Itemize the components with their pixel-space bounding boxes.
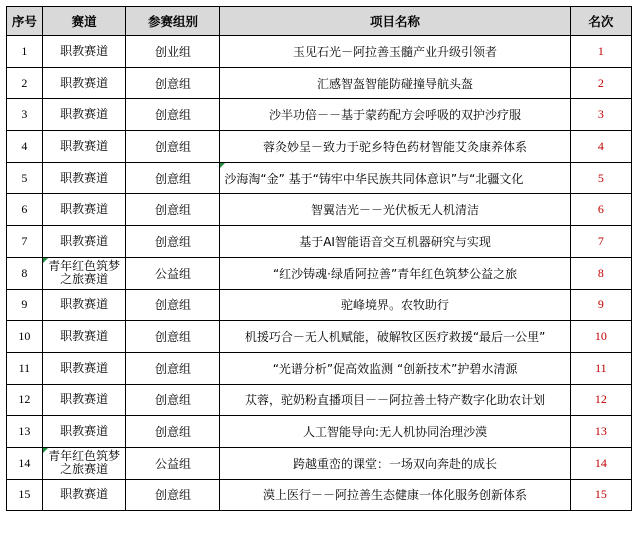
cell-project-name[interactable]: 苁蓉，驼奶粉直播项目－－阿拉善土特产数字化助农计划 xyxy=(220,384,570,416)
cell-rank[interactable]: 6 xyxy=(570,194,631,226)
cell-track[interactable]: 职教赛道 xyxy=(42,67,126,99)
cell-group[interactable]: 创意组 xyxy=(126,352,220,384)
header-track[interactable]: 赛道 xyxy=(42,7,126,36)
cell-track[interactable]: 职教赛道 xyxy=(42,99,126,131)
cell-group[interactable]: 创意组 xyxy=(126,384,220,416)
table-row xyxy=(7,226,632,258)
cell-track[interactable]: 青年红色筑梦之旅赛道 xyxy=(42,447,126,479)
cell-rank[interactable]: 1 xyxy=(570,36,631,68)
cell-track[interactable]: 职教赛道 xyxy=(42,384,126,416)
cell-rank[interactable]: 4 xyxy=(570,131,631,163)
table-row xyxy=(7,447,632,479)
header-no[interactable]: 序号 xyxy=(7,7,43,36)
cell-no[interactable]: 11 xyxy=(7,352,43,384)
table-row xyxy=(7,67,632,99)
header-rank[interactable]: 名次 xyxy=(570,7,631,36)
cell-group[interactable]: 创意组 xyxy=(126,479,220,511)
cell-no[interactable]: 4 xyxy=(7,131,43,163)
cell-project-name[interactable]: “红沙铸魂·绿盾阿拉善”青年红色筑梦公益之旅 xyxy=(220,257,570,289)
table-row xyxy=(7,194,632,226)
cell-rank[interactable]: 10 xyxy=(570,321,631,353)
cell-group[interactable]: 创意组 xyxy=(126,99,220,131)
cell-track[interactable]: 职教赛道 xyxy=(42,416,126,448)
cell-rank[interactable]: 12 xyxy=(570,384,631,416)
table-row xyxy=(7,384,632,416)
cell-group[interactable]: 创意组 xyxy=(126,162,220,194)
cell-no[interactable]: 6 xyxy=(7,194,43,226)
cell-track[interactable]: 职教赛道 xyxy=(42,289,126,321)
cell-rank[interactable]: 2 xyxy=(570,67,631,99)
table-row xyxy=(7,479,632,511)
cell-project-name[interactable]: 驼峰境界。农牧助行 xyxy=(220,289,570,321)
cell-no[interactable]: 10 xyxy=(7,321,43,353)
cell-project-name[interactable]: 机援巧合－无人机赋能，破解牧区医疗救援“最后一公里” xyxy=(220,321,570,353)
cell-track[interactable]: 职教赛道 xyxy=(42,131,126,163)
table-row xyxy=(7,321,632,353)
table-row xyxy=(7,162,632,194)
cell-project-name[interactable]: 漠上医行－－阿拉善生态健康一体化服务创新体系 xyxy=(220,479,570,511)
cell-no[interactable]: 1 xyxy=(7,36,43,68)
cell-group[interactable]: 创意组 xyxy=(126,416,220,448)
cell-no[interactable]: 5 xyxy=(7,162,43,194)
table-row xyxy=(7,99,632,131)
cell-track[interactable]: 职教赛道 xyxy=(42,321,126,353)
cell-group[interactable]: 创意组 xyxy=(126,67,220,99)
cell-no[interactable]: 8 xyxy=(7,257,43,289)
results-table xyxy=(6,6,632,511)
table-row xyxy=(7,36,632,68)
cell-track[interactable]: 职教赛道 xyxy=(42,352,126,384)
table-row xyxy=(7,416,632,448)
cell-no[interactable]: 12 xyxy=(7,384,43,416)
cell-rank[interactable]: 11 xyxy=(570,352,631,384)
cell-group[interactable]: 创意组 xyxy=(126,289,220,321)
cell-project-name[interactable]: 玉见石光－阿拉善玉髓产业升级引领者 xyxy=(220,36,570,68)
cell-group[interactable]: 创意组 xyxy=(126,131,220,163)
cell-project-name[interactable]: 跨越重峦的课堂：一场双向奔赴的成长 xyxy=(220,447,570,479)
cell-track[interactable]: 职教赛道 xyxy=(42,226,126,258)
cell-no[interactable]: 15 xyxy=(7,479,43,511)
cell-project-name[interactable]: “光谱分析”促高效监测 “创新技术”护碧水清源 xyxy=(220,352,570,384)
cell-rank[interactable]: 14 xyxy=(570,447,631,479)
cell-project-name[interactable]: 人工智能导向:无人机协同治理沙漠 xyxy=(220,416,570,448)
cell-project-name[interactable]: 沙海淘“金” 基于“铸牢中华民族共同体意识”与“北疆文化 xyxy=(220,162,570,194)
cell-rank[interactable]: 3 xyxy=(570,99,631,131)
cell-track[interactable]: 职教赛道 xyxy=(42,36,126,68)
table-row xyxy=(7,131,632,163)
table-row xyxy=(7,257,632,289)
header-name[interactable]: 项目名称 xyxy=(220,7,570,36)
header-group[interactable]: 参赛组别 xyxy=(126,7,220,36)
cell-group[interactable]: 公益组 xyxy=(126,257,220,289)
cell-project-name[interactable]: 基于AI智能语音交互机器研究与实现 xyxy=(220,226,570,258)
table-row xyxy=(7,352,632,384)
cell-rank[interactable]: 8 xyxy=(570,257,631,289)
header-row xyxy=(7,7,632,36)
cell-rank[interactable]: 5 xyxy=(570,162,631,194)
cell-no[interactable]: 3 xyxy=(7,99,43,131)
cell-group[interactable]: 创意组 xyxy=(126,321,220,353)
cell-project-name[interactable]: 智翼洁光－－光伏板无人机清洁 xyxy=(220,194,570,226)
cell-rank[interactable]: 9 xyxy=(570,289,631,321)
cell-group[interactable]: 公益组 xyxy=(126,447,220,479)
cell-group[interactable]: 创意组 xyxy=(126,194,220,226)
cell-group[interactable]: 创业组 xyxy=(126,36,220,68)
cell-no[interactable]: 14 xyxy=(7,447,43,479)
cell-no[interactable]: 13 xyxy=(7,416,43,448)
cell-no[interactable]: 2 xyxy=(7,67,43,99)
cell-group[interactable]: 创意组 xyxy=(126,226,220,258)
cell-no[interactable]: 7 xyxy=(7,226,43,258)
cell-project-name[interactable]: 汇感智盔智能防碰撞导航头盔 xyxy=(220,67,570,99)
table-row xyxy=(7,289,632,321)
cell-track[interactable]: 青年红色筑梦之旅赛道 xyxy=(42,257,126,289)
cell-project-name[interactable]: 沙半功倍－－基于蒙药配方会呼吸的双护沙疗服 xyxy=(220,99,570,131)
cell-track[interactable]: 职教赛道 xyxy=(42,162,126,194)
cell-rank[interactable]: 13 xyxy=(570,416,631,448)
cell-track[interactable]: 职教赛道 xyxy=(42,479,126,511)
cell-project-name[interactable]: 蓉灸妙呈－致力于驼乡特色药材智能艾灸康养体系 xyxy=(220,131,570,163)
cell-rank[interactable]: 7 xyxy=(570,226,631,258)
cell-track[interactable]: 职教赛道 xyxy=(42,194,126,226)
cell-no[interactable]: 9 xyxy=(7,289,43,321)
cell-rank[interactable]: 15 xyxy=(570,479,631,511)
